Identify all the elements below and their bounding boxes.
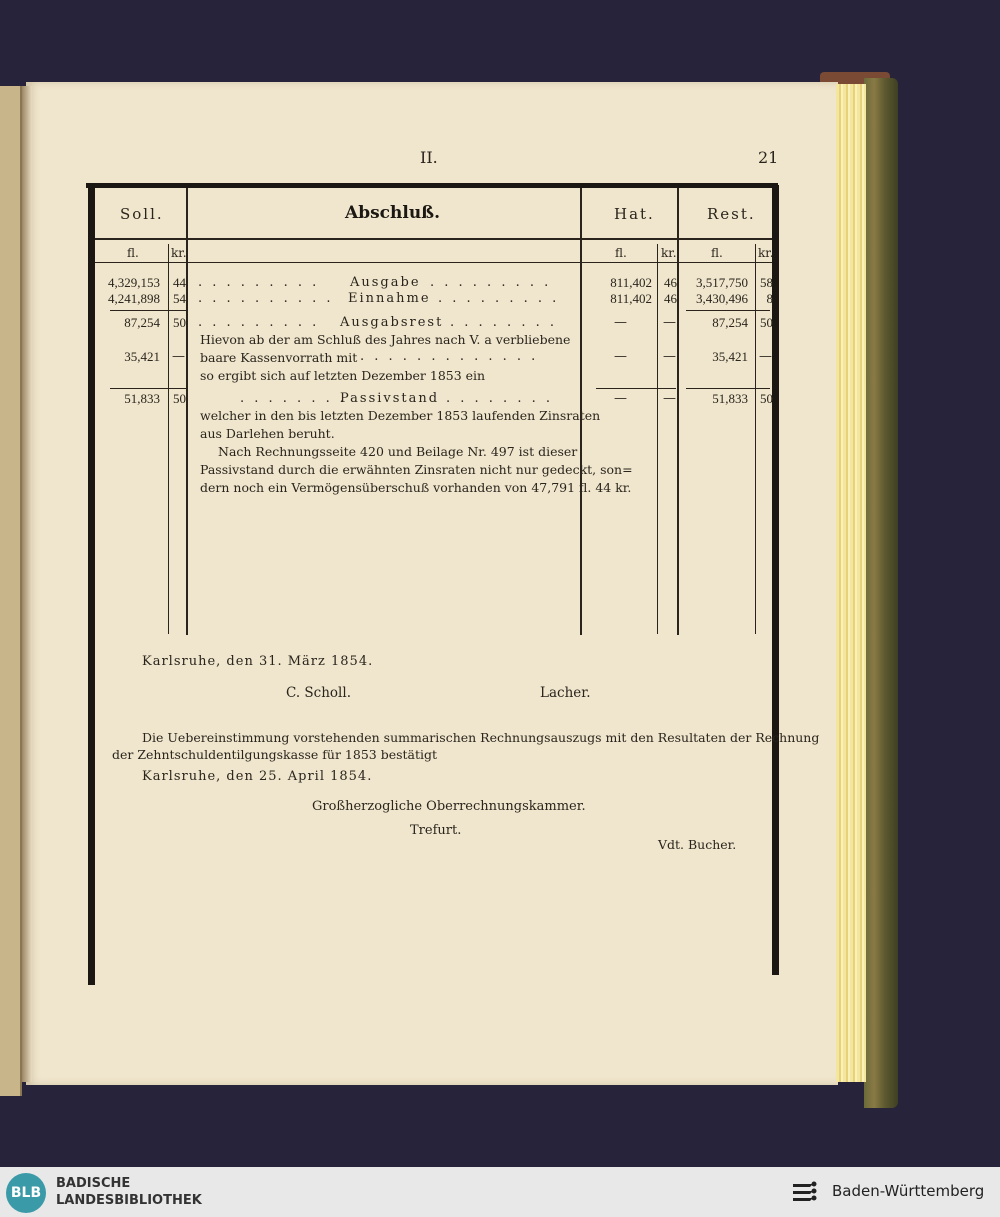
leader-dots: . . . . . . . .	[450, 315, 557, 330]
sheet-number: II.	[420, 148, 438, 167]
table-cell: 44	[173, 275, 186, 290]
unit-hat-kr: kr.	[661, 246, 677, 260]
leader-dots: . . . . . . . .	[240, 391, 347, 406]
leader-dots: . . . . . . . . .	[198, 315, 320, 330]
library-name-line-1: BADISCHE	[56, 1176, 131, 1191]
unit-rest-fl: fl.	[711, 246, 723, 260]
table-cell: 50	[173, 391, 186, 406]
table-cell: 35,421	[712, 349, 748, 364]
table-cell: —	[663, 349, 676, 364]
col-heading-rest: Rest.	[707, 205, 756, 223]
header-rule	[95, 238, 772, 240]
table-frame-top	[86, 183, 778, 188]
place-date-1: Karlsruhe, den 31. März 1854.	[142, 654, 374, 669]
col-divider-hat-kr	[657, 244, 658, 634]
signer-trefurt: Trefurt.	[410, 823, 462, 838]
table-cell: —	[759, 349, 772, 364]
table-cell: 4,329,153	[108, 275, 160, 290]
note-hievon: Hievon ab der am Schluß des Jahres nach V. a verbliebene	[200, 332, 571, 347]
note-ergibt: so ergibt sich auf letzten Dezember 1853 ein	[200, 368, 486, 383]
sum-rule	[686, 310, 770, 311]
table-frame-right	[772, 185, 779, 975]
col-divider-soll-kr	[168, 244, 169, 634]
leader-dots: . . . . . . . . .	[198, 275, 320, 290]
table-cell: —	[614, 391, 627, 406]
table-cell: 35,421	[124, 349, 160, 364]
table-cell: —	[614, 315, 627, 330]
table-cell: 58	[760, 275, 773, 290]
note-nach-2: Passivstand durch die erwähnten Zinsraten nicht nur gedeckt, son=	[200, 462, 633, 477]
row-label-einnahme: Einnahme	[348, 291, 431, 306]
table-cell: 87,254	[712, 315, 748, 330]
signer-scholl: C. Scholl.	[286, 685, 351, 701]
table-cell: —	[663, 315, 676, 330]
unit-rest-kr: kr.	[758, 246, 774, 260]
col-heading-abschluss: Abschluß.	[345, 203, 441, 223]
sum-rule	[110, 310, 186, 311]
table-cell: 50	[760, 391, 773, 406]
table-cell: 50	[760, 315, 773, 330]
table-cell: 51,833	[124, 391, 160, 406]
authority: Großherzogliche Oberrechnungskammer.	[312, 799, 586, 814]
sum-rule	[110, 388, 186, 389]
sum-rule	[596, 388, 676, 389]
table-cell: 8	[766, 291, 773, 306]
footer-bar	[0, 1167, 1000, 1217]
note-hievon-2: baare Kassenvorrath mit	[200, 350, 358, 365]
leader-dots: . . . . . . . . .	[438, 291, 560, 306]
unit-hat-fl: fl.	[615, 246, 627, 260]
table-cell: 811,402	[610, 275, 652, 290]
leader-dots: . . . . . . . . . .	[198, 291, 334, 306]
unit-soll-fl: fl.	[127, 246, 139, 260]
row-label-passivstand: Passivstand	[340, 391, 440, 406]
table-cell: 3,430,496	[696, 291, 748, 306]
unit-soll-kr: kr.	[171, 246, 187, 260]
book-cover-left	[0, 86, 22, 1096]
table-cell: —	[663, 391, 676, 406]
table-cell: 811,402	[610, 291, 652, 306]
vdt-bucher: Vdt. Bucher.	[658, 837, 737, 852]
table-cell: 3,517,750	[696, 275, 748, 290]
col-divider-rest	[677, 188, 679, 635]
leader-dots: . . . . . . . .	[446, 391, 553, 406]
leader-dots: . . . . . . . . .	[430, 275, 552, 290]
unit-rule	[95, 262, 772, 263]
table-cell: 54	[173, 291, 186, 306]
binding-shadow	[22, 86, 32, 1082]
table-cell: 46	[664, 275, 677, 290]
place-date-2: Karlsruhe, den 25. April 1854.	[142, 769, 373, 784]
table-frame-left	[88, 185, 95, 985]
book-page	[26, 82, 838, 1085]
col-heading-hat: Hat.	[614, 205, 655, 223]
confirmation-line-1: Die Uebereinstimmung vorstehenden summarischen Rechnungsauszugs mit den Resultaten der Rechnung	[142, 730, 820, 745]
table-cell: 46	[664, 291, 677, 306]
note-nach-3: dern noch ein Vermögensüberschuß vorhanden von 47,791 fl. 44 kr.	[200, 480, 632, 495]
table-cell: 50	[173, 315, 186, 330]
book-cover-right	[864, 78, 898, 1108]
row-label-ausgabsrest: Ausgabsrest	[340, 315, 444, 330]
note-nach: Nach Rechnungsseite 420 und Beilage Nr. 497 ist dieser	[218, 444, 578, 459]
library-name-line-2: LANDESBIBLIOTHEK	[56, 1193, 202, 1208]
table-cell: 4,241,898	[108, 291, 160, 306]
page-number: 21	[758, 148, 779, 167]
col-heading-soll: Soll.	[120, 205, 164, 223]
page-edges	[836, 84, 866, 1082]
note-welcher: welcher in den bis letzten Dezember 1853 laufenden Zinsraten	[200, 408, 601, 423]
signer-lacher: Lacher.	[540, 685, 591, 701]
lions-crest-icon	[790, 1178, 820, 1208]
blb-logo[interactable]: BLB	[6, 1173, 46, 1213]
table-cell: —	[172, 349, 185, 364]
row-label-ausgabe: Ausgabe	[350, 275, 421, 290]
table-cell: —	[614, 349, 627, 364]
library-name[interactable]	[56, 1175, 202, 1209]
note-welcher-2: aus Darlehen beruht.	[200, 426, 335, 441]
table-cell: 51,833	[712, 391, 748, 406]
confirmation-line-2: der Zehntschuldentilgungskasse für 1853 bestätigt	[112, 747, 438, 762]
leader-dots: . . . . . . . . . . . . .	[360, 349, 539, 364]
table-cell: 87,254	[124, 315, 160, 330]
sum-rule	[686, 388, 770, 389]
state-name[interactable]: Baden-Württemberg	[832, 1182, 985, 1200]
